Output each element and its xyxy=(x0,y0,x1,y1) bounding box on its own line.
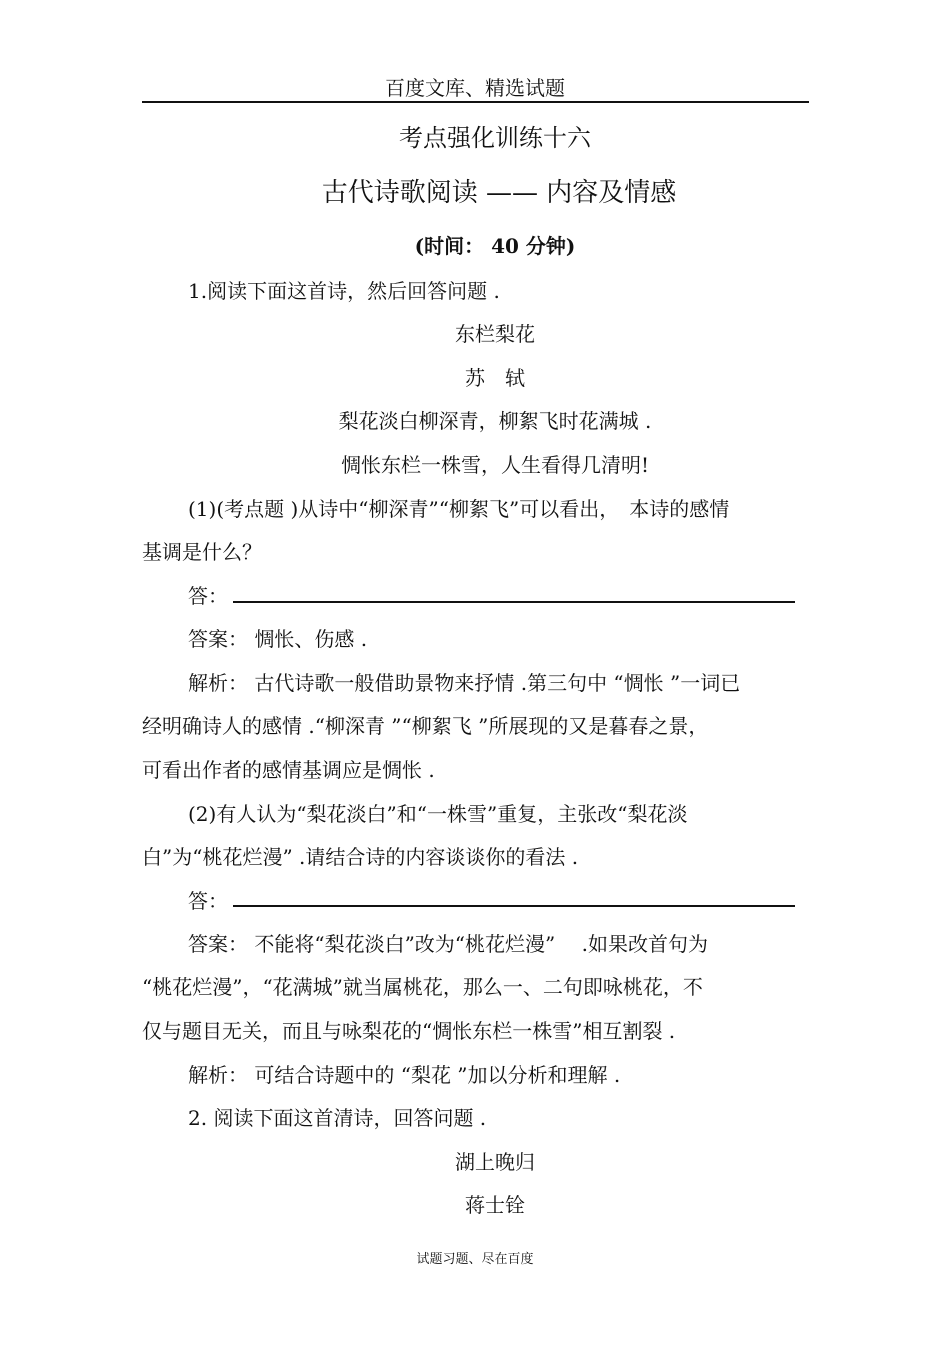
q1-sub2-analysis: 解析： 可结合诗题中的 “梨花 ”加以分析和理解 . xyxy=(188,1063,621,1087)
q1-sub2-answer-1: 答案： 不能将“梨花淡白”改为“桃花烂漫” .如果改首句为 xyxy=(188,932,708,956)
q1-sub1-line-1: (1)(考点题 )从诗中“柳深青”“柳絮飞”可以看出， 本诗的感情 xyxy=(188,497,730,521)
q1-poem-line-1: 梨花淡白柳深青，柳絮飞时花满城 . xyxy=(338,409,652,433)
time-limit: (时间： 40 分钟) xyxy=(414,234,576,258)
q1-poem-author: 苏 轼 xyxy=(465,366,525,390)
q1-poem-title: 东栏梨花 xyxy=(455,322,535,346)
q1-prompt: 1.阅读下面这首诗，然后回答问题 . xyxy=(188,279,500,303)
q1-sub2-line-2: 白”为“桃花烂漫” .请结合诗的内容谈谈你的看法 . xyxy=(142,845,579,869)
q1-sub1-analysis-2: 经明确诗人的感情 .“柳深青 ”“柳絮飞 ”所展现的又是暮春之景， xyxy=(142,714,709,738)
q1-sub1-answer: 答案： 惆怅、伤感 . xyxy=(188,627,368,651)
q1-poem-line-2: 惆怅东栏一株雪，人生看得几清明! xyxy=(340,453,650,477)
q2-poem-author: 蒋士铨 xyxy=(465,1193,525,1217)
q1-sub2-answer-blank xyxy=(233,905,795,907)
q1-sub2-line-1: (2)有人认为“梨花淡白”和“一株雪”重复，主张改“梨花淡 xyxy=(188,802,688,826)
q1-sub1-answer-blank xyxy=(233,601,795,603)
page-footer: 试题习题、尽在百度 xyxy=(416,1252,534,1267)
q2-poem-title: 湖上晚归 xyxy=(455,1150,535,1174)
q1-sub1-line-2: 基调是什么？ xyxy=(142,540,262,564)
page-subtitle: 古代诗歌阅读 —— 内容及情感 xyxy=(321,178,677,208)
page-title: 考点强化训练十六 xyxy=(399,124,591,152)
header-rule xyxy=(142,101,809,103)
page-header: 百度文库、精选试题 xyxy=(385,76,565,100)
q1-sub1-analysis-1: 解析： 古代诗歌一般借助景物来抒情 .第三句中 “惆怅 ”一词已 xyxy=(188,671,741,695)
q1-sub1-answer-label: 答： xyxy=(188,584,228,608)
q1-sub2-answer-2: “桃花烂漫”，“花满城”就当属桃花，那么一、二句即咏桃花，不 xyxy=(142,975,703,999)
q1-sub1-analysis-3: 可看出作者的感情基调应是惆怅 . xyxy=(142,758,435,782)
q1-sub2-answer-label: 答： xyxy=(188,889,228,913)
q2-prompt: 2. 阅读下面这首清诗，回答问题 . xyxy=(188,1106,487,1130)
q1-sub2-answer-3: 仅与题目无关，而且与咏梨花的“惆怅东栏一株雪”相互割裂 . xyxy=(142,1019,676,1043)
